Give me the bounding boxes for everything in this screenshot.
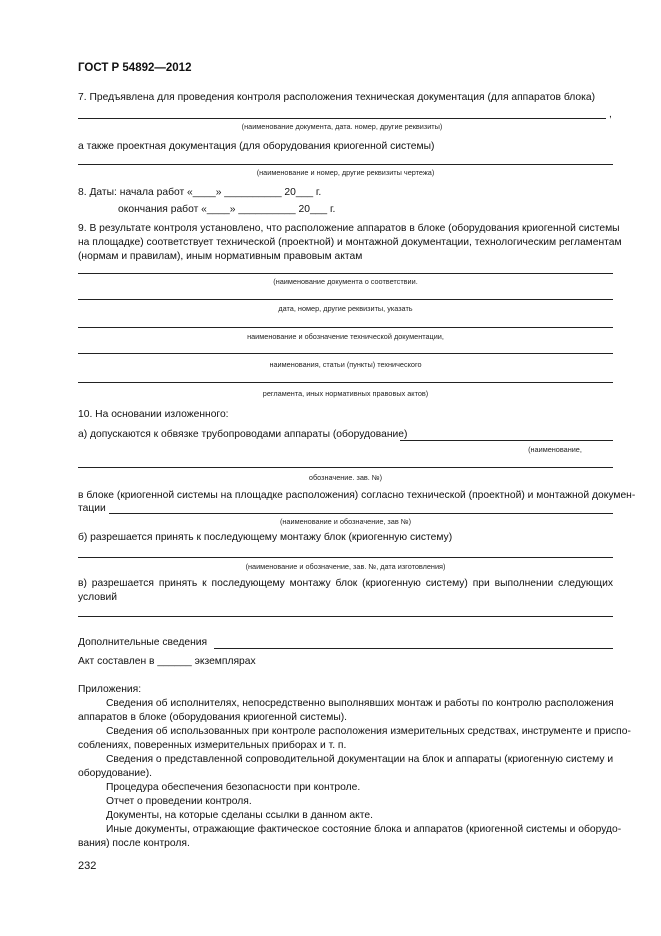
caption: обозначение. зав. №) xyxy=(308,473,383,482)
fill-line xyxy=(214,648,613,649)
appendix-item: Сведения об использованных при контроле расположения измерительных средствах, инструменте и приспо- xyxy=(106,726,631,737)
caption: регламента, иных нормативных правовых актов) xyxy=(262,389,429,398)
section-10-a: а) допускаются к обвязке трубопроводами аппараты (оборудование) xyxy=(78,429,408,440)
section-10-c: б) разрешается принять к последующему монтажу блок (криогенную систему) xyxy=(78,532,453,543)
section-8-end: окончания работ «____» __________ 20___ г. xyxy=(118,204,336,215)
fill-line xyxy=(78,557,613,558)
caption: (наименование и номер, другие реквизиты чертежа) xyxy=(256,168,435,177)
section-10-d-line2: условий xyxy=(78,592,118,603)
caption: дата, номер, другие реквизиты, указать xyxy=(278,304,413,313)
appendix-item-cont: оборудование). xyxy=(78,768,153,779)
section-10-b-line1: в блоке (криогенной системы на площадке расположения) согласно технической (проектной) и монтажной докумен- xyxy=(78,490,636,501)
section-7-also: а также проектная документация (для оборудования криогенной системы) xyxy=(78,141,435,152)
caption: наименования, статьи (пункты) технического xyxy=(269,360,422,369)
section-10-d-line1: в) разрешается принять к последующему монтажу блок (криогенную систему) при выполнении следующих xyxy=(78,578,613,589)
fill-line xyxy=(78,616,613,617)
appendix-item-cont: аппаратов в блоке (оборудования криогенной системы). xyxy=(78,712,348,723)
fill-line xyxy=(78,382,613,383)
section-9-line2: на площадке) соответствует технической (проектной) и монтажной документации, технологическим регламентам xyxy=(78,237,622,248)
section-8-start: 8. Даты: начала работ «____» __________ 20___ г. xyxy=(78,187,322,198)
section-10-title: 10. На основании изложенного: xyxy=(78,409,229,420)
copies-line: Акт составлен в ______ экземплярах xyxy=(78,656,256,667)
caption: (наименование документа, дата. номер, другие реквизиты) xyxy=(241,122,443,131)
appendix-item: Процедура обеспечения безопасности при контроле. xyxy=(106,782,361,793)
caption: (наименование и обозначение, зав №) xyxy=(279,517,412,526)
section-9-line1: 9. В результате контроля установлено, что расположение аппаратов в блоке (оборудования криогенной системы xyxy=(78,223,620,234)
document-header: ГОСТ Р 54892—2012 xyxy=(78,62,192,74)
appendix-item: Сведения о представленной сопроводительной документации на блок и аппараты (криогенную систему и xyxy=(106,754,614,765)
fill-line xyxy=(78,164,613,165)
appendix-item: Документы, на которые сделаны ссылки в данном акте. xyxy=(106,810,373,821)
section-9-line3: (нормам и правилам), иным нормативным правовым актам xyxy=(78,251,363,262)
fill-line xyxy=(109,513,613,514)
section-10-b-line2: тации xyxy=(78,503,106,514)
appendix-item-cont: соблениях, поверенных измерительных приборах и т. п. xyxy=(78,740,347,751)
comma: , xyxy=(609,109,612,120)
appendix-title: Приложения: xyxy=(78,684,142,695)
appendix-item: Отчет о проведении контроля. xyxy=(106,796,252,807)
fill-line xyxy=(78,299,613,300)
appendix-item: Иные документы, отражающие фактическое состояние блока и аппаратов (криогенной системы и оборудо- xyxy=(106,824,622,835)
caption: (наименование, xyxy=(528,445,582,454)
caption: (наименование и обозначение, зав. №, дата изготовления) xyxy=(245,562,446,571)
page-number: 232 xyxy=(78,860,97,872)
extra-label: Дополнительные сведения xyxy=(78,637,208,648)
fill-line xyxy=(78,353,613,354)
fill-line xyxy=(78,273,613,274)
appendix-item: Сведения об исполнителях, непосредственно выполнявших монтаж и работы по контролю расположения xyxy=(106,698,614,709)
fill-line xyxy=(78,467,613,468)
fill-line xyxy=(400,440,613,441)
caption: наименование и обозначение технической документации, xyxy=(247,332,444,341)
section-7-text: 7. Предъявлена для проведения контроля расположения техническая документация (для аппаратов блока) xyxy=(78,92,596,103)
fill-line xyxy=(78,118,606,119)
appendix-item-cont: вания) после контроля. xyxy=(78,838,190,849)
caption: (наименование документа о соответствии. xyxy=(273,277,418,286)
fill-line xyxy=(78,327,613,328)
